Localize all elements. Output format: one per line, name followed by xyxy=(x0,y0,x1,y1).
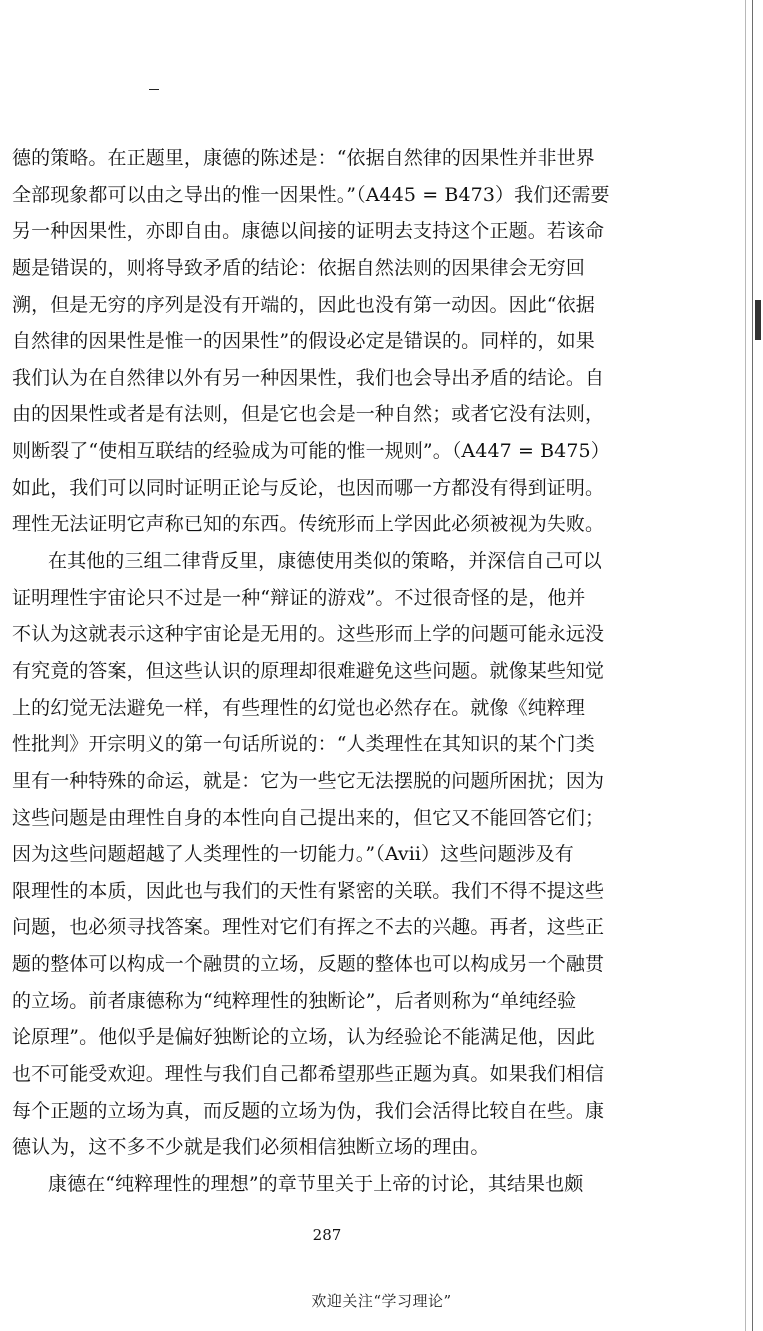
text-line: 全部现象都可以由之导出的惟一因果性。”（A445 = B473）我们还需要 xyxy=(12,183,610,206)
text-line: 因为这些问题超越了人类理性的一切能力。”（Avii）这些问题涉及有 xyxy=(12,843,574,866)
text-line: 这些问题是由理性自身的本性向自己提出来的，但它又不能回答它们； xyxy=(12,806,605,829)
text-line: 有究竟的答案，但这些认识的原理却很难避免这些问题。就像某些知觉 xyxy=(12,659,605,682)
paragraph-start-line: 在其他的三组二律背反里，康德使用类似的策略，并深信自己可以 xyxy=(48,550,602,573)
text-line: 每个正题的立场为真，而反题的立场为伪，我们会活得比较自在些。康 xyxy=(12,1099,605,1122)
text-line: 的立场。前者康德称为“纯粹理性的独断论”，后者则称为“单纯经验 xyxy=(12,989,577,1012)
text-line: 理性无法证明它声称已知的东西。传统形而上学因此必须被视为失败。 xyxy=(12,513,605,536)
top-dash-mark xyxy=(149,89,159,90)
footer-note: 欢迎关注“学习理论” xyxy=(311,1292,452,1310)
text-line: 问题，也必须寻找答案。理性对它们有挥之不去的兴趣。再者，这些正 xyxy=(12,916,605,939)
text-line: 性批判》开宗明义的第一句话所说的：“人类理性在其知识的某个门类 xyxy=(12,733,595,756)
text-line: 由的因果性或者是有法则，但是它也会是一种自然；或者它没有法则， xyxy=(12,403,605,426)
text-line: 题是错误的，则将导致矛盾的结论：依据自然法则的因果律会无穷回 xyxy=(12,256,586,279)
text-line: 我们认为在自然律以外有另一种因果性，我们也会导出矛盾的结论。自 xyxy=(12,366,605,389)
text-line: 论原理”。他似乎是偏好独断论的立场，认为经验论不能满足他，因此 xyxy=(12,1026,595,1049)
text-line: 里有一种特殊的命运，就是：它为一些它无法摆脱的问题所困扰；因为 xyxy=(12,769,605,792)
book-body-text xyxy=(12,140,652,1203)
scan-edge-line-faint xyxy=(745,0,746,1331)
text-line: 自然律的因果性是惟一的因果性”的假设必定是错误的。同样的，如果 xyxy=(12,330,595,353)
text-line: 如此，我们可以同时证明正论与反论，也因而哪一方都没有得到证明。 xyxy=(12,476,605,499)
text-line: 德认为，这不多不少就是我们必须相信独断立场的理由。 xyxy=(12,1136,490,1159)
text-line: 上的幻觉无法避免一样，有些理性的幻觉也必然存在。就像《纯粹理 xyxy=(12,696,586,719)
text-line: 题的整体可以构成一个融贯的立场，反题的整体也可以构成另一个融贯 xyxy=(12,953,605,976)
paragraph-start-line: 康德在“纯粹理性的理想”的章节里关于上帝的讨论，其结果也颇 xyxy=(48,1172,584,1195)
scan-edge-line xyxy=(752,0,753,1331)
scan-edge-mark xyxy=(755,300,761,340)
text-line: 证明理性宇宙论只不过是一种“辩证的游戏”。不过很奇怪的是，他并 xyxy=(12,586,586,609)
text-line: 也不可能受欢迎。理性与我们自己都希望那些正题为真。如果我们相信 xyxy=(12,1063,605,1086)
text-line: 另一种因果性，亦即自由。康德以间接的证明去支持这个正题。若该命 xyxy=(12,220,605,243)
page-number: 287 xyxy=(312,1226,342,1244)
text-line: 则断裂了“使相互联结的经验成为可能的惟一规则”。（A447 = B475） xyxy=(12,440,610,463)
text-line: 不认为这就表示这种宇宙论是无用的。这些形而上学的问题可能永远没 xyxy=(12,623,605,646)
text-line: 限理性的本质，因此也与我们的天性有紧密的关联。我们不得不提这些 xyxy=(12,879,605,902)
text-line: 溯，但是无穷的序列是没有开端的，因此也没有第一动因。因此“依据 xyxy=(12,293,595,316)
text-line: 德的策略。在正题里，康德的陈述是：“依据自然律的因果性并非世界 xyxy=(12,147,595,169)
